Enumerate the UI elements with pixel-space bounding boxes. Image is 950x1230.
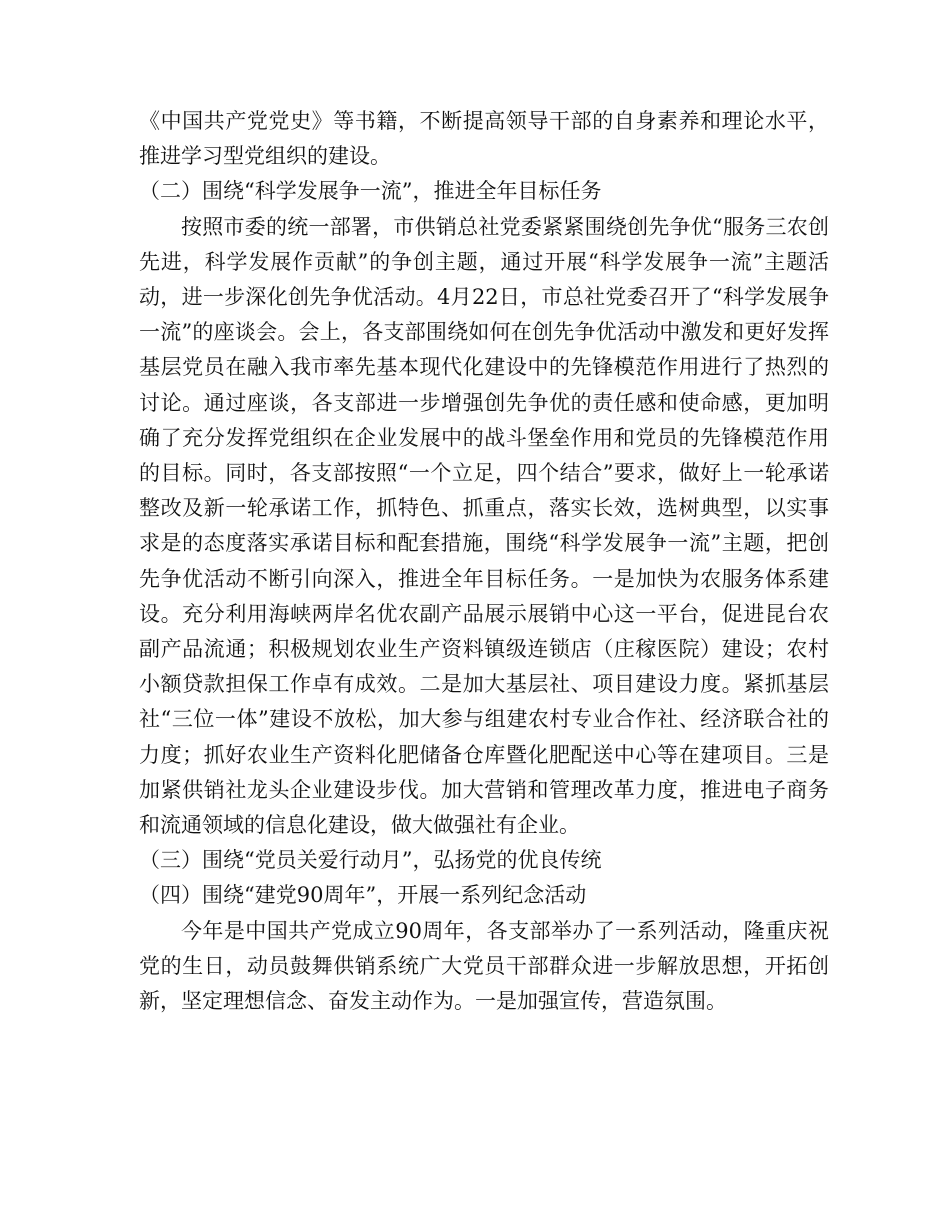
document-body (139, 104, 829, 1019)
paragraph-continuation: 《中国共产党党史》等书籍，不断提高领导干部的自身素养和理论水平，推进学习型党组织的建设。 (139, 109, 829, 169)
paragraph-party-anniversary: 今年是中国共产党成立90周年，各支部举办了一系列活动，隆重庆祝党的生日，动员鼓舞供销系统广大党员干部群众进一步解放思想，开拓创新，坚定理想信念、奋发主动作为。一是加强宣传，营造氛围。 (139, 918, 829, 1014)
paragraph-science-development: 按照市委的统一部署，市供销总社党委紧紧围绕创先争优“服务三农创先进，科学发展作贡献”的争创主题，通过开展“科学发展争一流”主题活动，进一步深化创先争优活动。4月22日，市总社党委召开了“科学发展争一流”的座谈会。会上，各支部围绕如何在创先争优活动中激发和更好发挥基层党员在融入我市率先基本现代化建设中的先锋模范作用进行了热烈的讨论。通过座谈，各支部进一步增强创先争优的责任感和使命感，更加明确了充分发挥党组织在企业发展中的战斗堡垒作用和党员的先锋模范作用的目标。同时，各支部按照“一个立足，四个结合”要求，做好上一轮承诺整改及新一轮承诺工作，抓特色、抓重点，落实长效，选树典型，以实事求是的态度落实承诺目标和配套措施，围绕“科学发展争一流”主题，把创先争优活动不断引向深入，推进全年目标任务。一是加快为农服务体系建设。充分利用海峡两岸名优农副产品展示展销中心这一平台，促进昆台农副产品流通；积极规划农业生产资料镇级连锁店（庄稼医院）建设；农村小额贷款担保工作卓有成效。二是加大基层社、项目建设力度。紧抓基层社“三位一体”建设不放松，加大参与组建农村专业合作社、经济联合社的力度；抓好农业生产资料化肥储备仓库暨化肥配送中心等在建项目。三是加紧供销社龙头企业建设步伐。加大营销和管理改革力度，推进电子商务和流通领域的信息化建设，做大做强社有企业。 (139, 214, 829, 838)
section-heading-2: （二）围绕“科学发展争一流”，推进全年目标任务 (139, 179, 602, 204)
section-heading-4: （四）围绕“建党90周年”，开展一系列纪念活动 (139, 883, 587, 908)
section-heading-3: （三）围绕“党员关爱行动月”，弘扬党的优良传统 (139, 848, 602, 873)
